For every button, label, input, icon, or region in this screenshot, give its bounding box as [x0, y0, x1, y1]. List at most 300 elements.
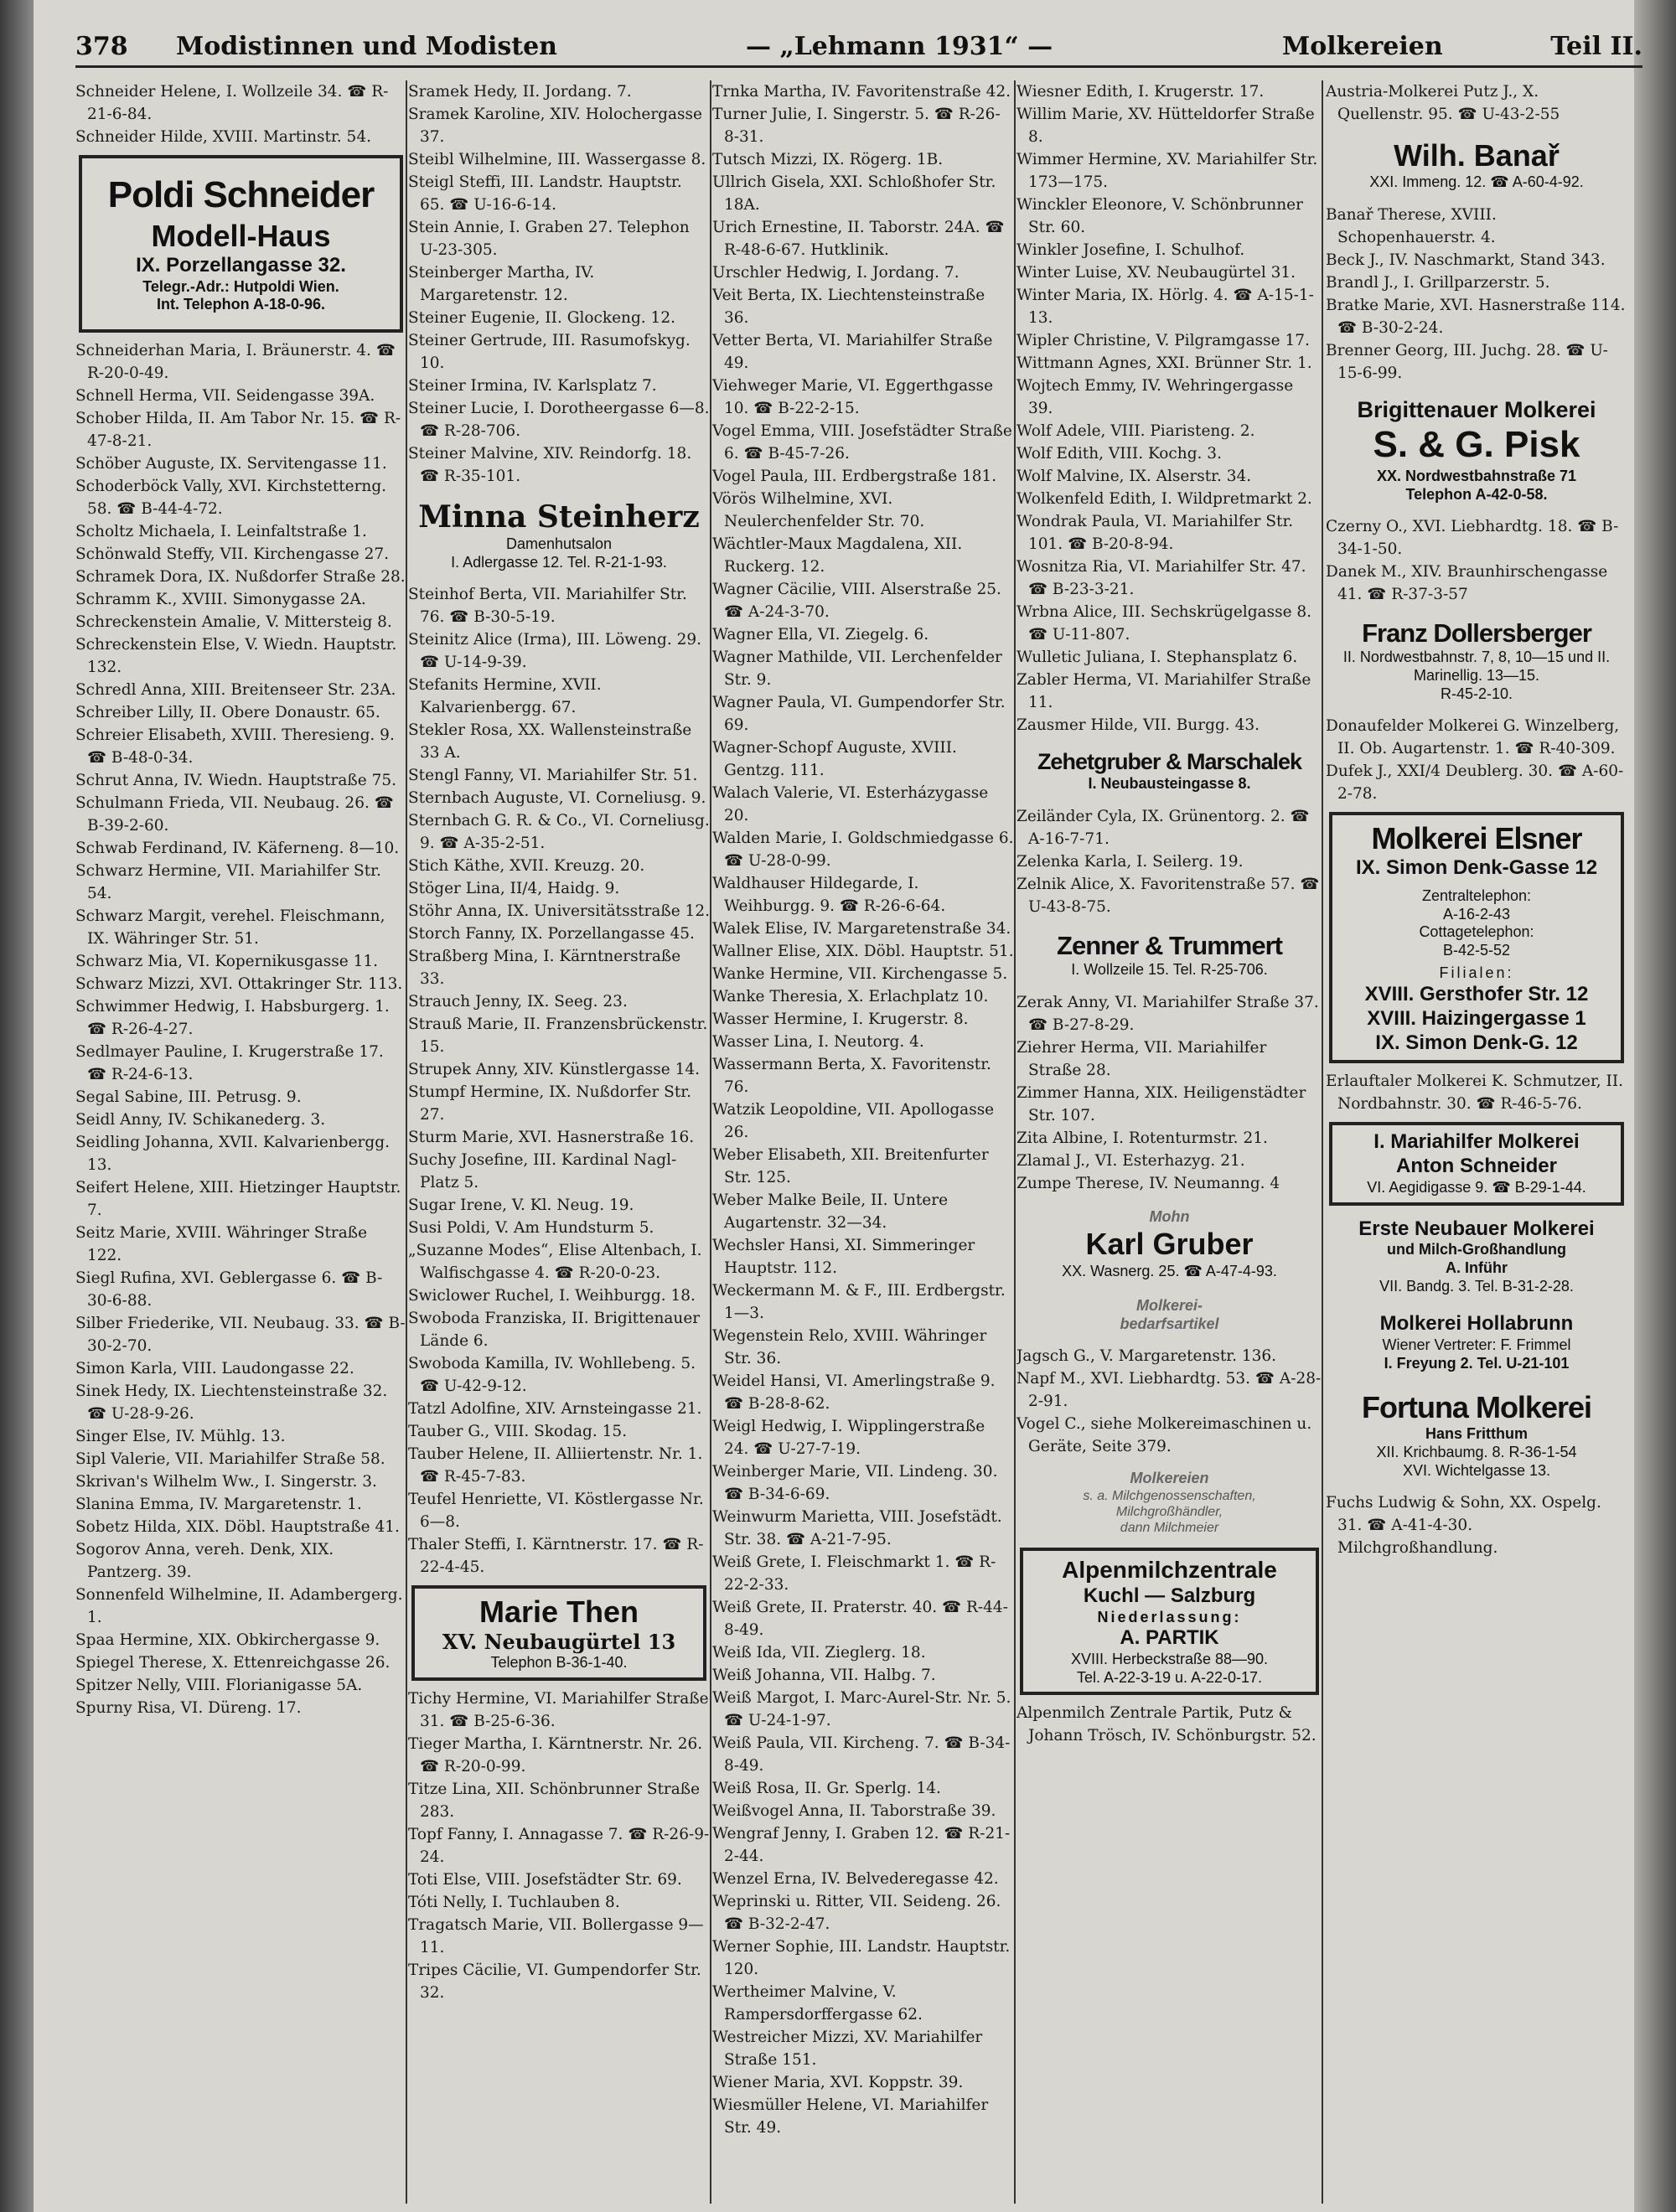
directory-entry: Stöhr Anna, IX. Universitätsstraße 12.	[408, 902, 710, 921]
ad-title: Marie Then	[478, 1594, 639, 1630]
ad-alpenmilchzentrale	[1020, 1548, 1319, 1695]
directory-entry: Scholtz Michaela, I. Leinfaltstraße 1.	[75, 522, 367, 540]
directory-entry: Steiner Gertrude, III. Rasumofskyg. 10.	[408, 332, 691, 372]
directory-entry: Weckermann M. & F., III. Erdbergstr. 1—3.	[712, 1282, 1006, 1322]
directory-entry: Wächtler-Maux Magdalena, XII. Ruckerg. 12.	[712, 535, 963, 576]
directory-entry: Schöber Auguste, IX. Servitengasse 11.	[75, 454, 387, 473]
entry-list	[1016, 805, 1322, 918]
entry-list	[1016, 80, 1322, 736]
directory-entry: Beck J., IV. Naschmarkt, Stand 343.	[1326, 251, 1606, 269]
ad-name: Anton Schneider	[1395, 1155, 1557, 1178]
directory-entry: Steiner Malvine, XIV. Reindorfg. 18. ☎ R-35-101.	[408, 445, 692, 485]
column-rule	[1014, 80, 1016, 2204]
directory-entry: Wiener Maria, XVI. Koppstr. 39.	[712, 2074, 964, 2091]
directory-entry: Wojtech Emmy, IV. Wehringergasse 39.	[1016, 377, 1294, 417]
section-molkereien	[1020, 1465, 1319, 1541]
ad-subtitle: und Milch-Großhandlung	[1387, 1241, 1566, 1258]
ad-address: VII. Bandg. 3. Tel. B-31-2-28.	[1379, 1277, 1574, 1295]
directory-entry: Schneider Helene, I. Wollzeile 34. ☎ R-21-6-84.	[75, 83, 389, 123]
ad-title: Alpenmilchzentrale	[1062, 1557, 1277, 1584]
directory-entry: Zita Albine, I. Rotenturmstr. 21.	[1016, 1129, 1268, 1147]
section-note: Milchgroßhändler,	[1115, 1505, 1223, 1520]
directory-entry: Strauß Marie, II. Franzensbrückenstr. 15.	[408, 1016, 708, 1057]
directory-entry: Seifert Helene, XIII. Hietzinger Hauptstr. 7.	[75, 1178, 401, 1219]
ad-address: XX. Nordwestbahnstraße 71	[1376, 467, 1577, 484]
directory-entry: Turner Julie, I. Singerstr. 5. ☎ R-26-8-31.	[712, 106, 1001, 146]
ad-label: Zentraltelephon:	[1421, 887, 1532, 905]
ad-molkerei-hollabrunn	[1329, 1307, 1624, 1377]
directory-entry: Seitz Marie, XVIII. Währinger Straße 122.	[75, 1223, 368, 1264]
directory-entry: Sternbach Auguste, VI. Corneliusg. 9.	[408, 789, 706, 808]
ad-title: Molkerei Hollabrunn	[1379, 1312, 1574, 1336]
directory-entry: Zelenka Karla, I. Seilerg. 19.	[1016, 852, 1244, 871]
ad-title: Fortuna Molkerei	[1361, 1390, 1592, 1425]
directory-entry: Schwimmer Hedwig, I. Habsburgerg. 1. ☎ R-26-4-27.	[75, 997, 390, 1038]
ad-address: I. Wollzeile 15. Tel. R-25-706.	[1071, 961, 1268, 979]
directory-entry: Winter Luise, XV. Neubaugürtel 31.	[1016, 264, 1296, 282]
ad-title: Poldi Schneider	[107, 174, 375, 215]
directory-entry: Zausmer Hilde, VII. Burgg. 43.	[1016, 716, 1260, 734]
ad-title: Minna Steinherz	[418, 499, 700, 535]
directory-entry: Urich Ernestine, II. Taborstr. 24A. ☎ R-48-6-67. Hutklinik.	[712, 219, 1005, 259]
directory-entry: Zabler Herma, VI. Mariahilfer Straße 11.	[1016, 671, 1311, 711]
directory-entry: Schulmann Frieda, VII. Neubaug. 26. ☎ B-39-2-60.	[75, 793, 394, 835]
directory-entry: Wasser Hermine, I. Krugerstr. 8.	[712, 1010, 969, 1028]
ad-phone: Telephon A-42-0-58.	[1405, 485, 1548, 503]
directory-entry: Sugar Irene, V. Kl. Neug. 19.	[408, 1196, 634, 1215]
directory-entry: Wulletic Juliana, I. Stephansplatz 6.	[1016, 649, 1298, 666]
directory-entry: „Suzanne Modes“, Elise Altenbach, I. Walfischgasse 4. ☎ R-20-0-23.	[408, 1242, 702, 1283]
directory-entry: Wimmer Hermine, XV. Mariahilfer Str. 173—175.	[1016, 151, 1318, 191]
directory-entry: Weiß Grete, II. Praterstr. 40. ☎ R-44-8-49.	[712, 1599, 1008, 1639]
ad-address: IX. Porzellangasse 32.	[136, 253, 346, 276]
directory-entry: Weber Elisabeth, XII. Breitenfurter Str. 125.	[712, 1146, 989, 1186]
directory-entry: Wasser Lina, I. Neutorg. 4.	[712, 1033, 924, 1051]
ad-label: Filialen:	[1439, 964, 1514, 982]
section-note: s. a. Milchgenossenschaften,	[1083, 1488, 1256, 1503]
directory-entry: Schramm K., XVIII. Simonygasse 2A.	[75, 590, 366, 608]
section-heading: bedarfsartikel	[1120, 1315, 1219, 1332]
directory-entry: Wolf Adele, VIII. Piaristeng. 2.	[1016, 422, 1255, 440]
directory-entry: Willim Marie, XV. Hütteldorfer Straße 8.	[1016, 106, 1315, 146]
directory-entry: Weiß Paula, VII. Kircheng. 7. ☎ B-34-8-49.	[712, 1734, 1011, 1775]
directory-entry: Werner Sophie, III. Landstr. Hauptstr. 120.	[712, 1938, 1011, 1978]
directory-entry: Veit Berta, IX. Liechtensteinstraße 36.	[712, 287, 985, 327]
ad-label: Niederlassung:	[1097, 1608, 1242, 1625]
directory-entry: Weinwurm Marietta, VIII. Josefstädt. Str. 38. ☎ A-21-7-95.	[712, 1508, 1002, 1548]
directory-entry: Wosnitza Ria, VI. Mariahilfer Str. 47. ☎ B-23-3-21.	[1016, 558, 1306, 598]
directory-entry: Schnell Herma, VII. Seidengasse 39A.	[75, 386, 375, 405]
directory-entry: Zeiländer Cyla, IX. Grünentorg. 2. ☎ A-16-7-71.	[1016, 807, 1310, 848]
entry-list	[1016, 1345, 1322, 1458]
ad-subtitle: Kuchl — Salzburg	[1083, 1584, 1256, 1608]
directory-entry: Wondrak Paula, VI. Mariahilfer Str. 101. ☎ B-20-8-94.	[1016, 513, 1294, 553]
directory-entry: Brandl J., I. Grillparzerstr. 5.	[1326, 273, 1550, 292]
directory-entry: Sobetz Hilda, XIX. Döbl. Hauptstraße 41.	[75, 1517, 400, 1536]
directory-entry: Steiner Irmina, IV. Karlsplatz 7.	[408, 377, 657, 395]
directory-entry: Segal Sabine, III. Petrusg. 9.	[75, 1088, 302, 1106]
directory-entry: Topf Fanny, I. Annagasse 7. ☎ R-26-9-24.	[408, 1825, 710, 1866]
directory-entry: Sternbach G. R. & Co., VI. Corneliusg. 9. ☎ A-35-2-51.	[408, 812, 710, 853]
ad-address: XVIII. Herbeckstraße 88—90.	[1070, 1651, 1269, 1668]
ad-phone: Int. Telephon A-18-0-96.	[156, 296, 326, 313]
entry-list	[1016, 991, 1322, 1195]
ad-minna-steinherz	[411, 494, 706, 576]
ad-address: I. Freyung 2. Tel. U-21-101	[1384, 1354, 1570, 1372]
directory-entry: Zumpe Therese, IV. Neumanng. 4	[1016, 1174, 1280, 1192]
directory-entry: Wagner Paula, VI. Gumpendorfer Str. 69.	[712, 694, 1006, 734]
directory-entry: Wanke Hermine, VII. Kirchengasse 5.	[712, 965, 1008, 983]
ad-telegram: Telegr.-Adr.: Hutpoldi Wien.	[142, 277, 339, 295]
directory-entry: Swoboda Kamilla, IV. Wohllebeng. 5. ☎ U-42-9-12.	[408, 1355, 696, 1396]
ad-name: S. & G. Pisk	[1373, 424, 1580, 466]
directory-entry: Schwarz Mizzi, XVI. Ottakringer Str. 113.	[75, 974, 403, 993]
entry-list	[1326, 80, 1627, 126]
directory-entry: Sonnenfeld Wilhelmine, II. Adambergerg. 1.	[75, 1585, 403, 1626]
directory-entry: Toti Else, VIII. Josefstädter Str. 69.	[408, 1870, 682, 1889]
ad-brigittenauer-pisk	[1329, 391, 1624, 509]
directory-entry: Siegl Rufina, XVI. Geblergasse 6. ☎ B-30-6-88.	[75, 1269, 383, 1310]
directory-entry: Seidling Johanna, XVII. Kalvarienbergg. 13.	[75, 1133, 390, 1174]
column-2	[408, 80, 710, 2204]
directory-entry: Schrut Anna, IV. Wiedn. Hauptstraße 75.	[75, 771, 397, 789]
header-part: Teil II.	[1550, 32, 1642, 61]
directory-entry: Weigl Hedwig, I. Wipplingerstraße 24. ☎ U-27-7-19.	[712, 1418, 985, 1458]
ad-title: Franz Dollersberger	[1362, 618, 1591, 649]
entry-list	[1326, 204, 1627, 385]
directory-entry: Sramek Hedy, II. Jordang. 7.	[408, 83, 632, 101]
ad-title: Molkerei Elsner	[1371, 821, 1582, 856]
directory-entry: Wengraf Jenny, I. Graben 12. ☎ R-21-2-44.	[712, 1825, 1011, 1865]
directory-entry: Schwarz Margit, verehel. Fleischmann, IX. Währinger Str. 51.	[75, 907, 385, 948]
directory-entry: Stöger Lina, II/4, Haidg. 9.	[408, 880, 620, 898]
directory-entry: Steibl Wilhelmine, III. Wassergasse 8.	[408, 151, 706, 168]
ad-title: Erste Neubauer Molkerei	[1358, 1217, 1595, 1240]
directory-entry: Vogel Emma, VIII. Josefstädter Straße 6. ☎ B-45-7-26.	[712, 422, 1012, 463]
directory-entry: Spaa Hermine, XIX. Obkirchergasse 9.	[75, 1631, 380, 1649]
section-mohn	[1020, 1203, 1319, 1285]
directory-entry: Swiclower Ruchel, I. Weihburgg. 18.	[408, 1287, 696, 1305]
ad-phone: Telephon B-36-1-40.	[490, 1654, 628, 1672]
entry-list	[75, 80, 406, 148]
directory-entry: Wertheimer Malvine, V. Rampersdorffergasse 62.	[712, 1983, 923, 2023]
directory-entry: Westreicher Mizzi, XV. Mariahilfer Straße 151.	[712, 2029, 983, 2069]
directory-entry: Zlamal J., VI. Esterhazyg. 21.	[1016, 1151, 1245, 1170]
ad-address: XXI. Immeng. 12. ☎ A-60-4-92.	[1369, 173, 1584, 191]
directory-entry: Czerny O., XVI. Liebhardtg. 18. ☎ B-34-1-50.	[1326, 518, 1619, 559]
directory-entry: Tutsch Mizzi, IX. Rögerg. 1B.	[712, 151, 944, 168]
ad-address: XV. Neubaugürtel 13	[442, 1629, 676, 1654]
directory-entry: Schwab Ferdinand, IV. Käferneng. 8—10.	[75, 839, 400, 857]
directory-entry: Vetter Berta, VI. Mariahilfer Straße 49.	[712, 332, 993, 372]
directory-entry: Straßberg Mina, I. Kärntnerstraße 33.	[408, 948, 681, 989]
entry-list	[408, 1687, 710, 2004]
directory-entry: Weprinski u. Ritter, VII. Seideng. 26. ☎ B-32-2-47.	[712, 1893, 1001, 1933]
directory-entry: Zimmer Hanna, XIX. Heiligenstädter Str. 107.	[1016, 1083, 1306, 1124]
directory-entry: Schreiber Lilly, II. Obere Donaustr. 65.	[75, 703, 380, 721]
ad-molkerei-elsner	[1329, 812, 1624, 1063]
directory-entry: Weiß Rosa, II. Gr. Sperlg. 14.	[712, 1780, 941, 1797]
directory-entry: Tragatsch Marie, VII. Bollergasse 9—11.	[408, 1915, 704, 1956]
book-spine-shadow	[0, 0, 34, 2212]
directory-entry: Weiß Johanna, VII. Halbg. 7.	[712, 1667, 936, 1684]
directory-entry: Sogorov Anna, vereh. Denk, XIX. Pantzerg. 39.	[75, 1540, 334, 1581]
page-edge-shadow	[1634, 0, 1676, 2212]
directory-entry: Wrbna Alice, III. Sechskrügelgasse 8. ☎ U-11-807.	[1016, 603, 1312, 643]
directory-entry: Schwarz Hermine, VII. Mariahilfer Str. 54.	[75, 861, 381, 902]
directory-entry: Swoboda Franziska, II. Brigittenauer Lände 6.	[408, 1310, 701, 1351]
directory-entry: Steigl Steffi, III. Landstr. Hauptstr. 65. ☎ U-16-6-14.	[408, 173, 682, 214]
directory-entry: Strauch Jenny, IX. Seeg. 23.	[408, 993, 628, 1011]
directory-entry: Wiesmüller Helene, VI. Mariahilfer Str. 49.	[712, 2096, 989, 2137]
section-heading: Molkereien	[1130, 1470, 1209, 1487]
directory-entry: Steiner Lucie, I. Dorotheergasse 6—8. ☎ R-28-706.	[408, 400, 710, 440]
section-note: dann Milchmeier	[1120, 1521, 1219, 1536]
ad-title: Brigittenauer Molkerei	[1357, 396, 1596, 422]
ad-name: Hans Fritthum	[1425, 1425, 1528, 1443]
directory-entry: Vogel Paula, III. Erdbergstraße 181.	[712, 468, 997, 485]
ad-dollersberger	[1329, 612, 1624, 708]
directory-entry: Sturm Marie, XVI. Hasnerstraße 16.	[408, 1129, 695, 1147]
directory-entry: Steinhof Berta, VII. Mariahilfer Str. 76. ☎ B-30-5-19.	[408, 586, 687, 627]
directory-entry: Tieger Martha, I. Kärntnerstr. Nr. 26. ☎ R-20-0-99.	[408, 1734, 703, 1775]
directory-entry: Alpenmilch Zentrale Partik, Putz & Johann Trösch, IV. Schönburgstr. 52.	[1016, 1704, 1316, 1745]
directory-entry: Austria-Molkerei Putz J., X. Quellenstr. 95. ☎ U-43-2-55	[1326, 83, 1560, 123]
directory-entry: Wechsler Hansi, XI. Simmeringer Hauptstr. 112.	[712, 1237, 975, 1277]
ad-address: XVI. Wichtelgasse 13.	[1402, 1461, 1551, 1479]
ad-address: VI. Aegidigasse 9. ☎ B-29-1-44.	[1367, 1179, 1586, 1196]
ad-address: XX. Wasnerg. 25. ☎ A-47-4-93.	[1062, 1262, 1277, 1279]
directory-entry: Wassermann Berta, X. Favoritenstr. 76.	[712, 1056, 991, 1096]
ad-title: Karl Gruber	[1085, 1227, 1254, 1262]
directory-entry: Schober Hilda, II. Am Tabor Nr. 15. ☎ R-47-8-21.	[75, 409, 401, 450]
directory-entry: Steiner Eugenie, II. Glockeng. 12.	[408, 309, 675, 327]
directory-entry: Suchy Josefine, III. Kardinal Nagl-Platz 5.	[408, 1151, 677, 1192]
directory-entry: Schwarz Mia, VI. Kopernikusgasse 11.	[75, 952, 379, 970]
directory-entry: Zelnik Alice, X. Favoritenstraße 57. ☎ U-43-8-75.	[1016, 875, 1320, 916]
directory-entry: Tauber G., VIII. Skodag. 15.	[408, 1423, 628, 1441]
directory-entry: Donaufelder Molkerei G. Winzelberg, II. Ob. Augartenstr. 1. ☎ R-40-309.	[1326, 717, 1620, 758]
directory-entry: Stich Käthe, XVII. Kreuzg. 20.	[408, 857, 645, 876]
ad-address: IX. Simon Denk-Gasse 12	[1355, 856, 1598, 880]
directory-entry: Schreckenstein Amalie, V. Mittersteig 8.	[75, 612, 392, 631]
directory-entry: Schoderböck Vally, XVI. Kirchstetterng. 58. ☎ B-44-4-72.	[75, 477, 387, 518]
header-section-left: Modistinnen und Modisten	[176, 32, 557, 61]
ad-address: I. Adlergasse 12. Tel. R-21-1-93.	[451, 553, 667, 571]
entry-list	[712, 80, 1014, 2139]
ad-wilh-banar	[1329, 132, 1624, 197]
ad-title: Wilh. Banař	[1394, 138, 1560, 173]
directory-entry: Wiesner Edith, I. Krugerstr. 17.	[1016, 83, 1265, 101]
directory-entry: Titze Lina, XII. Schönbrunner Straße 283.	[408, 1780, 701, 1821]
directory-entry: Urschler Hedwig, I. Jordang. 7.	[712, 264, 960, 282]
directory-entry: Susi Poldi, V. Am Hundsturm 5.	[408, 1219, 654, 1238]
ad-poldi-schneider	[79, 155, 403, 333]
directory-entry: Sipl Valerie, VII. Mariahilfer Straße 58.	[75, 1450, 385, 1468]
entry-list	[1326, 515, 1627, 606]
entry-list	[1326, 1070, 1627, 1115]
directory-entry: Wolkenfeld Edith, I. Wildpretmarkt 2.	[1016, 490, 1312, 508]
ad-subtitle: Wiener Vertreter: F. Frimmel	[1382, 1336, 1571, 1354]
column-4	[1016, 80, 1322, 2204]
directory-entry: Winter Maria, IX. Hörlg. 4. ☎ A-15-1-13.	[1016, 287, 1314, 327]
directory-entry: Wolf Malvine, IX. Alserstr. 34.	[1016, 468, 1252, 485]
ad-title: Zehetgruber & Marschalek	[1037, 749, 1302, 774]
directory-entry: Steinberger Martha, IV. Margaretenstr. 12.	[408, 264, 595, 304]
directory-entry: Weiß Grete, I. Fleischmarkt 1. ☎ R-22-2-33.	[712, 1553, 996, 1594]
directory-entry: Weiß Ida, VII. Zieglerg. 18.	[712, 1644, 926, 1662]
directory-entry: Napf M., XVI. Liebhardtg. 53. ☎ A-28-2-91.	[1016, 1370, 1322, 1411]
directory-entry: Vörös Wilhelmine, XVI. Neulerchenfelder Str. 70.	[712, 490, 925, 530]
directory-entry: Wittmann Agnes, XXI. Brünner Str. 1.	[1016, 354, 1312, 372]
directory-entry: Sramek Karoline, XIV. Holochergasse 37.	[408, 106, 702, 146]
column-3	[712, 80, 1014, 2204]
directory-entry: Schönwald Steffy, VII. Kirchengasse 27.	[75, 545, 390, 563]
entry-list	[1016, 1702, 1322, 1747]
directory-entry: Wagner Ella, VI. Ziegelg. 6.	[712, 626, 929, 643]
ad-phone: B-42-5-52	[1442, 941, 1511, 959]
directory-entry: Spurny Risa, VI. Düreng. 17.	[75, 1698, 302, 1717]
entry-list	[408, 80, 710, 488]
directory-entry: Bratke Marie, XVI. Hasnerstraße 114. ☎ B-30-2-24.	[1326, 296, 1626, 337]
directory-entry: Wallner Elise, XIX. Döbl. Hauptstr. 51.	[712, 943, 1014, 960]
ad-name: A. PARTIK	[1120, 1626, 1219, 1650]
directory-entry: Walek Elise, IV. Margaretenstraße 34.	[712, 920, 1011, 938]
directory-entry: Trnka Martha, IV. Favoritenstraße 42.	[712, 83, 1011, 101]
directory-entry: Zerak Anny, VI. Mariahilfer Straße 37. ☎ B-27-8-29.	[1016, 993, 1319, 1034]
directory-entry: Stengl Fanny, VI. Mariahilfer Str. 51.	[408, 767, 698, 785]
directory-entry: Weber Malke Beile, II. Untere Augartenstr. 32—34.	[712, 1191, 949, 1232]
directory-entry: Weiß Margot, I. Marc-Aurel-Str. Nr. 5. ☎ U-24-1-97.	[712, 1689, 1011, 1729]
directory-entry: Silber Friederike, VII. Neubaug. 33. ☎ B-30-2-70.	[75, 1314, 406, 1355]
entry-list	[1326, 715, 1627, 805]
page-number: 378	[75, 32, 128, 61]
directory-entry: Wipler Christine, V. Pilgramgasse 17.	[1016, 332, 1310, 349]
directory-entry: Spiegel Therese, X. Ettenreichgasse 26.	[75, 1653, 391, 1672]
directory-entry: Teufel Henriette, VI. Köstlergasse Nr. 6—8.	[408, 1491, 704, 1532]
directory-entry: Wagner-Schopf Auguste, XVIII. Gentzg. 111.	[712, 739, 957, 779]
ad-branch: XVIII. Haizingergasse 1	[1367, 1006, 1586, 1030]
directory-entry: Stumpf Hermine, IX. Nußdorfer Str. 27.	[408, 1083, 691, 1124]
directory-entry: Strupek Anny, XIV. Künstlergasse 14.	[408, 1061, 701, 1079]
directory-entry: Dufek J., XXI/4 Deublerg. 30. ☎ A-60-2-78.	[1326, 762, 1624, 804]
directory-entry: Waldhauser Hildegarde, I. Weihburgg. 9. ☎ R-26-6-64.	[712, 875, 946, 915]
ad-name: A. Inführ	[1446, 1259, 1508, 1277]
ad-subtitle: Modell-Haus	[151, 218, 331, 253]
directory-entry: Schramek Dora, IX. Nußdorfer Straße 28.	[75, 567, 406, 586]
directory-entry: Schredl Anna, XIII. Breitenseer Str. 23A.	[75, 680, 396, 699]
directory-entry: Schreckenstein Else, V. Wiedn. Hauptstr. 132.	[75, 635, 397, 676]
directory-entry: Wagner Cäcilie, VIII. Alserstraße 25. ☎ A-24-3-70.	[712, 581, 1001, 621]
directory-entry: Jagsch G., V. Margaretenstr. 136.	[1016, 1347, 1277, 1366]
directory-entry: Sinek Hedy, IX. Liechtensteinstraße 32. ☎ U-28-9-26.	[75, 1382, 388, 1423]
directory-entry: Ziehrer Herma, VII. Mariahilfer Straße 28.	[1016, 1038, 1267, 1079]
directory-entry: Weidel Hansi, VI. Amerlingstraße 9. ☎ B-28-8-62.	[712, 1372, 996, 1413]
directory-entry: Spitzer Nelly, VIII. Florianigasse 5A.	[75, 1676, 363, 1694]
ad-branch: IX. Simon Denk-G. 12	[1375, 1031, 1578, 1054]
column-1	[75, 80, 406, 2204]
directory-entry: Schneider Hilde, XVIII. Martinstr. 54.	[75, 128, 371, 146]
directory-entry: Tripes Cäcilie, VI. Gumpendorfer Str. 32.	[408, 1961, 701, 2002]
directory-entry: Wolf Edith, VIII. Kochg. 3.	[1016, 445, 1222, 463]
directory-entry: Wegenstein Relo, XVIII. Währinger Str. 36.	[712, 1327, 987, 1367]
header-section-right: Molkereien	[1282, 32, 1443, 61]
directory-entry: Winkler Josefine, I. Schulhof.	[1016, 241, 1245, 259]
directory-entry: Brenner Georg, III. Juchg. 28. ☎ U-15-6-99.	[1326, 341, 1608, 382]
directory-entry: Skrivan's Wilhelm Ww., I. Singerstr. 3.	[75, 1472, 377, 1491]
ad-phone: Tel. A-22-3-19 u. A-22-0-17.	[1076, 1668, 1263, 1686]
directory-entry: Slanina Emma, IV. Margaretenstr. 1.	[75, 1495, 362, 1513]
directory-entry: Winckler Eleonore, V. Schönbrunner Str. 60.	[1016, 196, 1303, 236]
ad-phone: A-16-2-43	[1442, 905, 1511, 923]
ad-marie-then	[411, 1585, 706, 1681]
directory-entry: Watzik Leopoldine, VII. Apollogasse 26.	[712, 1101, 995, 1141]
column-rule	[710, 80, 711, 2204]
directory-entry: Schneiderhan Maria, I. Bräunerstr. 4. ☎ R-20-0-49.	[75, 341, 396, 382]
directory-entry: Danek M., XIV. Braunhirschengasse 41. ☎ R-37-3-57	[1326, 563, 1608, 604]
directory-entry: Schreier Elisabeth, XVIII. Theresieng. 9. ☎ B-48-0-34.	[75, 726, 395, 767]
directory-entry: Storch Fanny, IX. Porzellangasse 45.	[408, 925, 695, 943]
directory-entry: Walden Marie, I. Goldschmiedgasse 6. ☎ U-28-0-99.	[712, 830, 1014, 870]
ad-address: XII. Krichbaumg. 8. R-36-1-54	[1376, 1444, 1577, 1460]
directory-entry: Ullrich Gisela, XXI. Schloßhofer Str. 18A.	[712, 173, 996, 214]
directory-entry: Seidl Anny, IV. Schikanederg. 3.	[75, 1110, 326, 1129]
ad-zenner-trummert	[1020, 925, 1319, 985]
column-5	[1326, 80, 1627, 2204]
ad-subtitle: Damenhutsalon	[505, 535, 613, 553]
directory-entry: Fuchs Ludwig & Sohn, XX. Ospelg. 31. ☎ A-41-4-30. Milchgroßhandlung.	[1326, 1494, 1601, 1558]
directory-entry: Tóti Nelly, I. Tuchlauben 8.	[408, 1893, 620, 1911]
directory-entry: Banař Therese, XVIII. Schopenhauerstr. 4.	[1326, 205, 1497, 246]
directory-entry: Erlauftaler Molkerei K. Schmutzer, II. Nordbahnstr. 30. ☎ R-46-5-76.	[1326, 1072, 1624, 1114]
directory-entry: Simon Karla, VIII. Laudongasse 22.	[75, 1359, 354, 1377]
directory-entry: Stefanits Hermine, XVII. Kalvarienbergg. 67.	[408, 676, 602, 717]
directory-entry: Tichy Hermine, VI. Mariahilfer Straße 31. ☎ B-25-6-36.	[408, 1689, 709, 1730]
directory-entry: Wagner Mathilde, VII. Lerchenfelder Str. 9.	[712, 649, 1002, 689]
directory-entry: Weinberger Marie, VII. Lindeng. 30. ☎ B-34-6-69.	[712, 1463, 998, 1503]
directory-entry: Weißvogel Anna, II. Taborstraße 39.	[712, 1802, 996, 1820]
ad-neubauer-molkerei	[1329, 1212, 1624, 1301]
ad-phone: R-45-2-10.	[1440, 685, 1513, 702]
entry-list	[1326, 1491, 1627, 1559]
directory-entry: Wenzel Erna, IV. Belvederegasse 42.	[712, 1870, 999, 1888]
directory-entry: Sedlmayer Pauline, I. Krugerstraße 17. ☎ R-24-6-13.	[75, 1042, 384, 1083]
ad-mariahilfer-molkerei	[1329, 1122, 1624, 1205]
directory-entry: Walach Valerie, VI. Esterházygasse 20.	[712, 784, 989, 824]
section-molkereibedarf	[1020, 1292, 1319, 1338]
ad-title: Zenner & Trummert	[1057, 930, 1282, 960]
directory-entry: Steinitz Alice (Irma), III. Löweng. 29. ☎ U-14-9-39.	[408, 631, 702, 672]
ad-address: II. Nordwestbahnstr. 7, 8, 10—15 und II. Marinellig. 13—15.	[1342, 649, 1611, 684]
directory-entry: Singer Else, IV. Mühlg. 13.	[75, 1427, 286, 1445]
directory-entry: Stein Annie, I. Graben 27. Telephon U-23-305.	[408, 219, 690, 259]
ad-label: Cottagetelephon:	[1419, 923, 1534, 941]
directory-entry: Viehweger Marie, VI. Eggerthgasse 10. ☎ B-22-2-15.	[712, 377, 994, 417]
entry-list	[408, 583, 710, 1579]
section-heading: Molkerei-	[1135, 1297, 1203, 1315]
section-heading: Mohn	[1149, 1207, 1190, 1225]
directory-entry: Tauber Helene, II. Alliiertenstr. Nr. 1. ☎ R-45-7-83.	[408, 1445, 703, 1486]
ad-address: I. Neubausteingasse 8.	[1088, 775, 1251, 793]
entry-list	[75, 339, 406, 1719]
directory-entry: Wanke Theresia, X. Erlachplatz 10.	[712, 988, 989, 1005]
directory-entry: Tatzl Adolfine, XIV. Arnsteingasse 21.	[408, 1400, 702, 1419]
ad-fortuna-molkerei	[1329, 1384, 1624, 1485]
running-header	[75, 32, 1642, 68]
ad-title: I. Mariahilfer Molkerei	[1373, 1130, 1580, 1154]
header-title: — „Lehmann 1931“ —	[746, 32, 1053, 61]
ad-branch: XVIII. Gersthofer Str. 12	[1364, 983, 1589, 1006]
